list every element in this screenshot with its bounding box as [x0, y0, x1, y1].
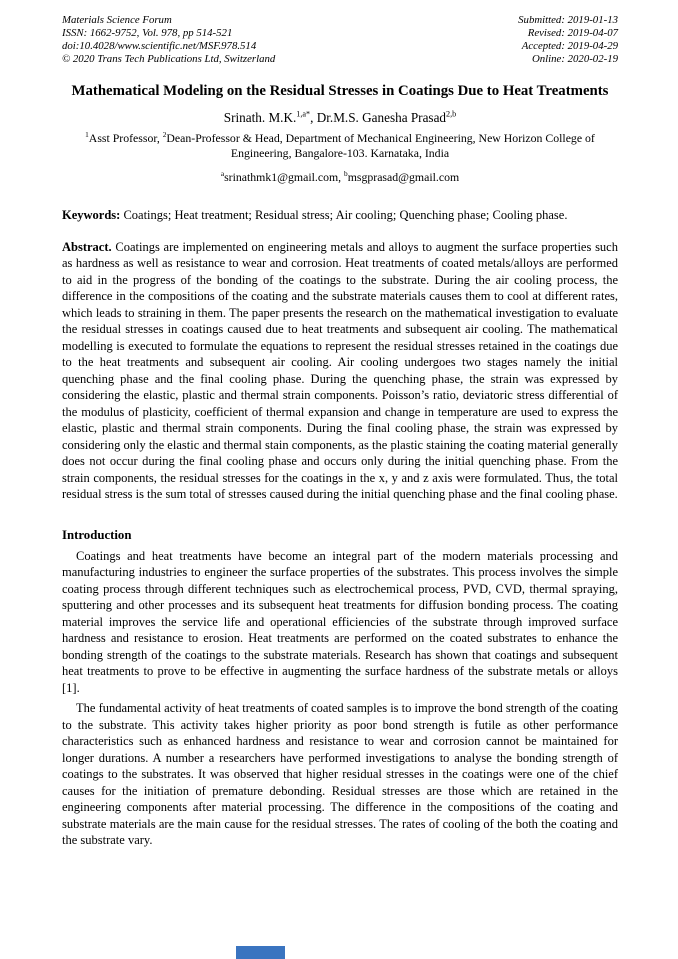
section-heading-introduction: Introduction: [62, 527, 132, 542]
author-1-affiliation-marks: 1,a*: [296, 109, 311, 119]
date-submitted: Submitted: 2019-01-13: [518, 14, 618, 26]
journal-info: [62, 14, 275, 66]
paper-title: Mathematical Modeling on the Residual Stresses in Coatings Due to Heat Treatments: [71, 83, 609, 99]
abstract-block: [62, 239, 618, 503]
affiliation-text-1: Asst Professor,: [88, 131, 163, 145]
keywords-label: Keywords:: [62, 208, 121, 222]
author-2-affiliation-marks: 2,b: [446, 109, 457, 119]
date-online: Online: 2020-02-19: [531, 53, 618, 65]
authors-separator: ,: [310, 110, 317, 125]
keywords-text: Coatings; Heat treatment; Residual stress; Air cooling; Quenching phase; Cooling phase.: [120, 208, 568, 222]
open-access-badge: [236, 946, 285, 959]
keywords-block: [62, 207, 618, 224]
affiliation-mark-2: 2: [162, 130, 167, 140]
date-accepted: Accepted: 2019-04-29: [521, 40, 618, 52]
emails-line: [62, 170, 618, 185]
journal-issn: ISSN: 1662-9752, Vol. 978, pp 514-521: [62, 27, 233, 39]
journal-doi: doi:10.4028/www.scientific.net/MSF.978.514: [62, 40, 257, 52]
abstract-text: Coatings are implemented on engineering metals and alloys to augment the surface properties such as hardness as well as resistance to wear and corrosion. Heat treatments of coated metals/alloys are performed to aid in the progress of the bonding of the coatings to the substrate. During the air cooling process, the difference in the compositions of the coating and the substrate materials causes them to cool at different rates, which leads to straining in them. The paper presents the research on the mathematical investigation to evaluate the residual stresses in coatings caused due to heat treatments and subsequent air cooling. The mathematical modelling is executed to formulate the equations to represent the residual stresses retained in the coatings due to the heat treatments and subsequent air cooling. Air cooling undergoes two stages namely the initial quenching phase and the final cooling phase. During the quenching phase, the strain was expressed by considering the elastic, plastic and thermal strain components. Poisson’s ratio, deviatoric stress differential of the modulus of plasticity, coefficient of thermal expansion and change in temperature are used to express the elastic, plastic and thermal strain components. During the final cooling phase, the strain was expressed by considering only the elastic and thermal stain components, as the plastic staining the coating material generally does not occur during the final cooling phase and occurs only during the initial quenching phase. From the strain components, the residual stresses for the coatings in the x, y and z axis were formulated. Thus, the total residual stress is the sum total of stresses caused during the initial quenching phase and the final cooling phase.: [62, 239, 618, 501]
authors-line: [62, 109, 618, 126]
email-address-1: srinathmk1@gmail.com,: [224, 170, 345, 184]
email-address-2: msgprasad@gmail.com: [347, 170, 460, 184]
email-mark-b: b: [344, 169, 348, 179]
submission-dates: [518, 14, 618, 66]
affiliation-line: [62, 131, 618, 161]
author-1: Srinath. M.K.: [223, 110, 297, 125]
email-mark-a: a: [220, 169, 225, 179]
introduction-paragraph-1: Coatings and heat treatments have become an integral part of the modern materials processing and manufacturing industries to engineer the surface properties of the substrates. This process involves the simple coating process through different techniques such as electrochemical process, PVD, CVD, thermal spraying, sputtering and other processes and its subsequent heat treatments for diffusion bonding process. The coating material improves the service life and operational efficiencies of the substrate through improved surface hardness and resistance to erosion. Heat treatments are performed on the coated substrates to enhance the bonding strength of the coatings to the substrate materials. Research has shown that coatings and subsequent heat treatments to prove to be effective in augmenting the surface hardness of the substrate metals or alloys [1].: [62, 548, 618, 695]
author-2: Dr.M.S. Ganesha Prasad: [316, 110, 447, 125]
journal-name: Materials Science Forum: [62, 14, 172, 26]
journal-copyright: © 2020 Trans Tech Publications Ltd, Switzerland: [62, 53, 276, 65]
affiliation-text-2: Dean-Professor & Head, Department of Mechanical Engineering, New Horizon College of Engineering, Bangalore-103. Karnataka, India: [166, 131, 595, 160]
affiliation-mark-1: 1: [85, 130, 89, 140]
introduction-paragraph-2: The fundamental activity of heat treatments of coated samples is to improve the bond strength of the coating to the substrate. This activity takes higher priority as poor bond strength is futile as other performance characteristics such as enhanced hardness and resistance to wear and corrosion cannot be maintained for longer durations. A number a researchers have performed investigations to analyse the bonding strength of coatings to the substrates. It was observed that higher residual stresses in the coatings were one of the chief causes for the initiation of premature debonding. Residual stresses are those which are retained in the engineering components after material processing. The difference in the compositions of the coating and substrate materials are the main cause for the residual stresses. The rates of cooling of the both the coating and the substrate vary.: [62, 701, 618, 847]
date-revised: Revised: 2019-04-07: [527, 27, 618, 39]
abstract-label: Abstract.: [62, 239, 112, 254]
page-header: [62, 14, 618, 66]
